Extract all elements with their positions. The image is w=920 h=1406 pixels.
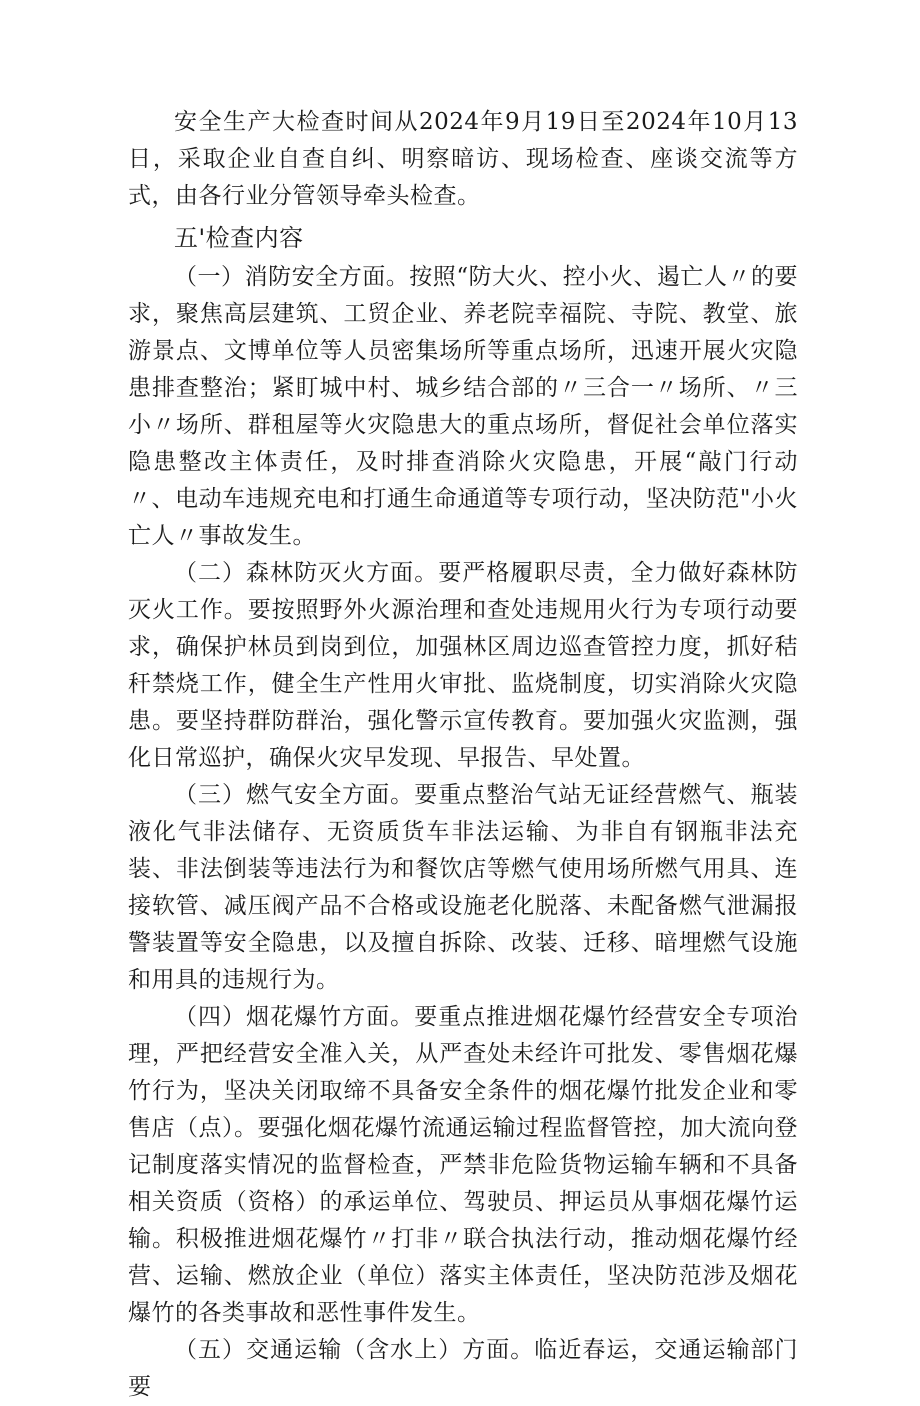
paragraph-fire-safety: （一）消防安全方面。按照“防大火、控小火、遏亡人〃的要求，聚焦高层建筑、工贸企业、养老院幸福院、寺院、教堂、旅游景点、文博单位等人员密集场所等重点场所，迅速开展火灾隐患排查整治；紧盯城中村、城乡结合部的〃三合一〃场所、〃三小〃场所、群租屋等火灾隐患大的重点场所，督促社会单位落实隐患整改主体责任，及时排查消除火灾隐患，开展“敲门行动〃、电动车违规充电和打通生命通道等专项行动，坚决防范"小火亡人〃事故发生。 [128, 264, 798, 549]
section-heading: 五'检查内容 [174, 224, 304, 252]
paragraph-forest-fire: （二）森林防灭火方面。要严格履职尽责，全力做好森林防灭火工作。要按照野外火源治理和查处违规用火行为专项行动要求，确保护林员到岗到位，加强林区周边巡查管控力度，抓好秸秆禁烧工作，健全生产性用火审批、监烧制度，切实消除火灾隐患。要坚持群防群治，强化警示宣传教育。要加强火灾监测，强化日常巡护，确保火灾早发现、早报告、早处置。 [128, 560, 798, 771]
paragraph-transport: （五）交通运输（含水上）方面。临近春运，交通运输部门要 [128, 1337, 798, 1400]
intro-paragraph: 安全生产大检查时间从2024年9月19日至2024年10月13日，采取企业自查自纠、明察暗访、现场检查、座谈交流等方式，由各行业分管领导牵头检查。 [128, 109, 798, 209]
paragraph-fireworks: （四）烟花爆竹方面。要重点推进烟花爆竹经营安全专项治理，严把经营安全准入关，从严查处未经许可批发、零售烟花爆竹行为，坚决关闭取缔不具备安全条件的烟花爆竹批发企业和零售店（点）。要强化烟花爆竹流通运输过程监督管控，加大流向登记制度落实情况的监督检查，严禁非危险货物运输车辆和不具备相关资质（资格）的承运单位、驾驶员、押运员从事烟花爆竹运输。积极推进烟花爆竹〃打非〃联合执法行动，推动烟花爆竹经营、运输、燃放企业（单位）落实主体责任，坚决防范涉及烟花爆竹的各类事故和恶性事件发生。 [128, 1004, 798, 1326]
paragraph-gas-safety: （三）燃气安全方面。要重点整治气站无证经营燃气、瓶装液化气非法储存、无资质货车非法运输、为非自有钢瓶非法充装、非法倒装等违法行为和餐饮店等燃气使用场所燃气用具、连接软管、减压阀产品不合格或设施老化脱落、未配备燃气泄漏报警装置等安全隐患，以及擅自拆除、改装、迁移、暗埋燃气设施和用具的违规行为。 [128, 782, 798, 993]
document-body [128, 104, 798, 1406]
